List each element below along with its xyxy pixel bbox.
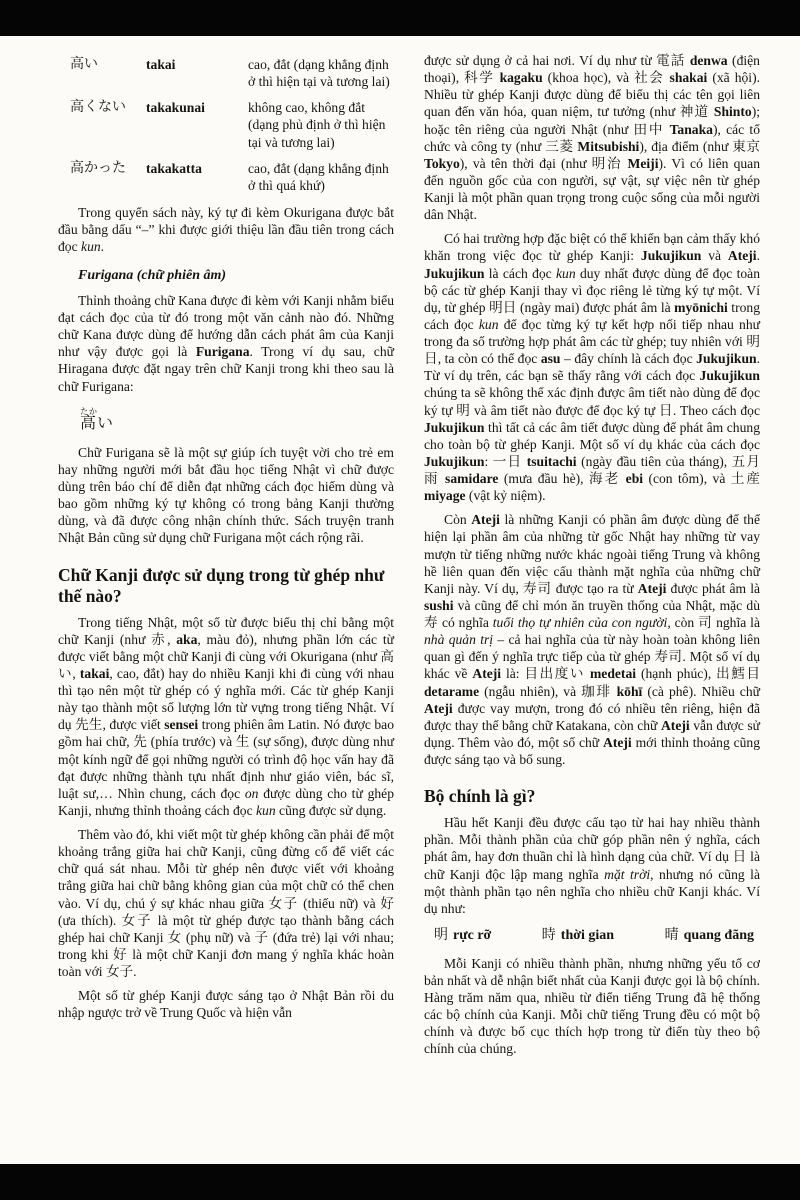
radical-kanji: 晴 — [664, 927, 679, 943]
conjugation-meaning: cao, đắt (dạng khẳng định ở thì quá khứ) — [248, 160, 389, 193]
paragraph-compound-2: Thêm vào đó, khi viết một từ ghép không cần phải để một khoảng trắng giữa hai chữ Kanji, cũng đừng cố để viết các chữ quá sát nhau. Mỗi từ ghép nên được viết với khoảng trắng giữa hai chữ bằng không gian của một chữ có thể chen vào. Ví dụ, chú ý sự khác nhau giữa 女子 (thiếu nữ) và 好 (ưa thích). 女子 là một từ ghép được tạo thành bằng cách ghép hai chữ Kanji 女 (phụ nữ) và 子 (đứa trẻ) lại với nhau; trong khi 好 là một chữ Kanji đơn mang ý nghĩa khác hoàn toàn với 女子. — [58, 827, 394, 980]
conjugation-row — [70, 99, 394, 150]
radical-examples-row — [434, 927, 754, 945]
conjugation-row — [70, 56, 394, 90]
conjugation-table — [70, 56, 394, 194]
paragraph-furigana-benefits: Chữ Furigana sẽ là một sự giúp ích tuyệt vời cho trẻ em hay những người mới bắt đầu học tiếng Nhật vì chữ được dùng trên báo chí để diễn đạt những cách đọc hiếm dùng và bao gồm những ký tự không có trong bảng Kanji thường dùng, và đã được công nhận chính thức. Sách truyện tranh Nhật Bản cũng sử dụng chữ Furigana một cách rộng rãi. — [58, 444, 394, 546]
furigana-okurigana: い — [97, 414, 114, 432]
paragraph-ateji: Còn Ateji là những Kanji có phần âm được dùng để thể hiện lại phần âm của những từ gốc Nhật hay những từ vay mượn từ tiếng những nước khác ngoài tiếng Trung và không hề liên quan đến việc cấu thành mặt nghĩa của những chữ Kanji này. Ví dụ, 寿司 được tạo ra từ Ateji được phát âm là sushi và cũng để chỉ món ăn truyền thống của Nhật, mặc dù 寿 có nghĩa tuổi thọ tự nhiên của con người, còn 司 nghĩa là nhà quản trị – cả hai nghĩa của từ này hoàn toàn không liên quan gì đến ý nghĩa trực tiếp của từ ghép 寿司. Một số ví dụ khác về Ateji là: 目出度い medetai (hạnh phúc), 出鱈目 detarame (ngẫu nhiên), và 珈琲 kōhī (cà phê). Nhiều chữ Ateji được vay mượn, trong đó có nhiều tên riêng, hiện đã được thay thế bằng chữ Katakana, còn chữ Ateji vẫn được sử dụng. Thêm vào đó, một số chữ Ateji mới thỉnh thoảng cũng được sáng tạo và bổ sung. — [424, 512, 761, 767]
heading-radicals: Bộ chính là gì? — [424, 786, 536, 807]
paragraph-compound-1: Trong tiếng Nhật, một số từ được biểu thị chỉ bằng một chữ Kanji (như 赤, aka, màu đỏ), nhưng phần lớn các từ được viết bằng một chữ Kanji đi cùng với Okurigana (như 高い, takai, cao, đắt) hay do nhiều Kanji khi đi cùng với nhau thì tạo nên một từ ghép có ý nghĩa mới. Các từ ghép Kanji này tạo thành một số lượng lớn từ vựng trong tiếng Nhật. Ví dụ 先生, được viết sensei trong phiên âm Latin. Nó được bao gồm hai chữ, 先 (phía trước) và 生 (sự sống), được dùng như một kính ngữ để gọi những người có trình độ học vấn hay đã đạt được những thành tựu nhất định như giáo viên, bác sĩ, luật sư,… Nhìn chung, cách đọc on được dùng cho từ ghép Kanji, nhưng thỉnh thoảng cách đọc kun cũng được sử dụng. — [58, 614, 395, 818]
scan-edge-bottom — [0, 1164, 800, 1200]
radical-example — [542, 927, 614, 945]
conjugation-romaji: takakatta — [146, 160, 202, 176]
radical-meaning: rực rỡ — [453, 927, 492, 943]
conjugation-romaji: takai — [146, 57, 176, 72]
page-content — [0, 36, 800, 1164]
conjugation-kanji: 高かった — [70, 160, 126, 176]
heading-compound-words: Chữ Kanji được sử dụng trong từ ghép như thế nào? — [58, 564, 385, 606]
radical-meaning: thời gian — [560, 927, 615, 943]
paragraph-jukujikun: Có hai trường hợp đặc biệt có thể khiến bạn cảm thấy khó khăn trong việc đọc từ ghép Kanji: Jukujikun và Ateji. Jukujikun là cách đọc kun duy nhất được dùng để đọc toàn bộ các từ ghép Kanji thay vì đọc riêng lẻ từng ký tự một. Ví dụ, từ ghép 明日 (ngày mai) được phát âm là myōnichi trong cách đọc kun để đọc từng ký tự kết hợp nối tiếp nhau như trong đa số trường hợp phát âm các từ ghép; tuy nhiên với 明日, ta còn có thể đọc asu – đây chính là cách đọc Jukujikun. Từ ví dụ trên, các bạn sẽ thấy rằng với cách đọc Jukujikun chúng ta sẽ không thể xác định được âm tiết nào dùng để đọc ký tự 明 và âm tiết nào được để đọc ký tự 日. Theo cách đọc Jukujikun thì tất cả các âm tiết được dùng để phát âm chung cho toàn bộ từ ghép Kanji. Một số ví dụ khác của cách đọc Jukujikun: 一日 tsuitachi (ngày đầu tiên của tháng), 五月雨 samidare (mưa đầu hè), 海老 ebi (con tôm), và 土産 miyage (vật kỷ niệm). — [424, 231, 761, 504]
conjugation-romaji: takakunai — [146, 100, 205, 116]
radical-meaning: quang đãng — [683, 927, 754, 943]
paragraph-okurigana-note: Trong quyển sách này, ký tự đi kèm Okurigana được bắt đầu bằng dấu “–” khi được giới thiệu lần đầu tiên trong cách đọc kun. — [58, 204, 394, 255]
furigana-reading: たか — [80, 406, 98, 416]
scan-edge-top — [0, 0, 800, 36]
right-column — [424, 52, 760, 1057]
conjugation-kanji: 高い — [70, 57, 98, 72]
paragraph-furigana-intro: Thỉnh thoảng chữ Kana được đi kèm với Kanji nhằm biểu đạt cách đọc của từ đó trong một văn cảnh nào đó. Những chữ Kana được dùng để hướng dẫn cách phát âm của Kanji như vậy được gọi là Furigana. Trong ví dụ sau, chữ Hiragana được đặt ngay trên chữ Kanji trong khi theo sau là chữ Furigana: — [58, 292, 394, 394]
paragraph-radicals-detail: Mỗi Kanji có nhiều thành phần, nhưng những yếu tố cơ bản nhất và dễ nhận biết nhất của Kanji được gọi là bộ chính. Hàng trăm năm qua, nhiều từ điển tiếng Trung đã hệ thống các bộ chính của Kanji. Mỗi chữ tiếng Trung đều có một bộ chính và được bố cục thích hợp trong từ điển tùy theo bộ chính của chúng. — [424, 955, 760, 1057]
radical-example — [434, 927, 491, 945]
radical-kanji: 明 — [434, 927, 448, 943]
conjugation-meaning: cao, đắt (dạng khẳng định ở thì hiện tại và tương lai) — [248, 57, 390, 90]
furigana-ruby — [80, 406, 98, 432]
furigana-example — [80, 407, 394, 434]
left-column — [58, 52, 394, 1057]
conjugation-row — [70, 160, 394, 194]
paragraph-radicals-intro: Hầu hết Kanji đều được cấu tạo từ hai hay nhiều thành phần. Mỗi thành phần của chữ góp phần nên ý nghĩa, cách phát âm, hay đơn thuần chỉ là hình dạng của chữ. Ví dụ 日 là chữ Kanji độc lập mang nghĩa mặt trời, nhưng nó cũng là một thành phần tạo nên nghĩa cho nhiều chữ Kanji khác. Ví dụ như: — [424, 815, 760, 916]
two-column-layout — [58, 52, 760, 1057]
heading-furigana: Furigana (chữ phiên âm) — [78, 268, 227, 284]
paragraph-compound-continued: được sử dụng ở cả hai nơi. Ví dụ như từ 電話 denwa (điện thoại), 科学 kagaku (khoa học), và 社会 shakai (xã hội). Nhiều từ ghép Kanji được dùng để biểu thị các tên gọi liên quan đến văn hóa, quan niệm, tư tưởng (như 神道 Shinto); hoặc tên riêng của người Nhật (như 田中 Tanaka), các tổ chức và công ty (như 三菱 Mitsubishi), địa điểm (như 東京 Tokyo), và tên thời đại (như 明治 Meiji). Vì có liên quan đến nguồn gốc của con người, sự vật, sự việc nên từ ghép Kanji là một phần quan trọng trong cuộc sống của mỗi người dân Nhật. — [424, 53, 761, 223]
conjugation-kanji: 高くない — [70, 100, 126, 116]
furigana-base-kanji: 高 — [80, 414, 98, 432]
paragraph-compound-3: Một số từ ghép Kanji được sáng tạo ở Nhật Bản rồi du nhập ngược trở về Trung Quốc và hiện vẫn — [58, 988, 394, 1021]
conjugation-meaning: không cao, không đắt (dạng phủ định ở thì hiện tại và tương lai) — [248, 100, 386, 150]
radical-example — [665, 927, 754, 945]
radical-kanji: 時 — [541, 927, 556, 943]
